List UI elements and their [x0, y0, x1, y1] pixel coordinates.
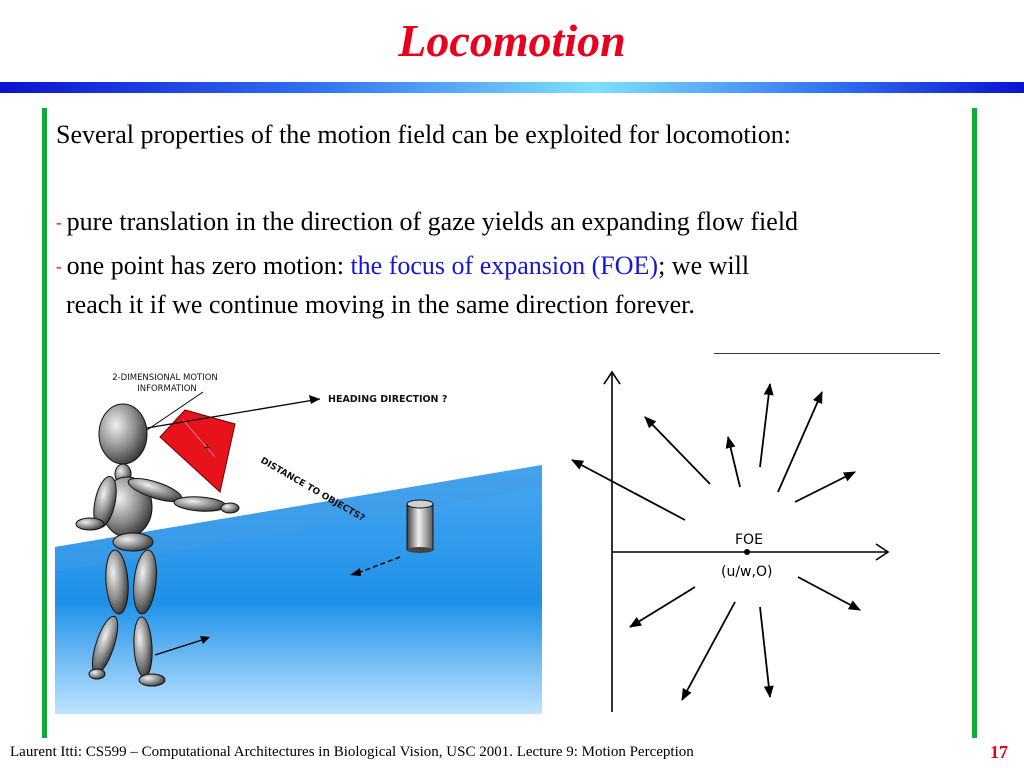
flow-arrow: [760, 384, 770, 467]
flow-arrow: [798, 577, 860, 610]
flow-field-diagram: [560, 362, 940, 722]
bullet-dash: -: [56, 257, 62, 276]
bullet-item-2: [56, 248, 956, 323]
flow-arrow: [572, 460, 685, 520]
distance-label: DISTANCE TO OBJECTS?: [258, 455, 367, 524]
slide-title: Locomotion: [398, 15, 626, 66]
bullet-text: pure translation in the direction of gaze yields an expanding flow field: [66, 207, 799, 236]
intro-text: Several properties of the motion field can be exploited for locomotion:: [56, 120, 792, 149]
flow-arrow: [682, 602, 735, 700]
locomotion-illustration: [55, 362, 545, 722]
flow-arrow: [760, 607, 770, 697]
right-green-bar: [972, 108, 977, 738]
flow-arrow: [795, 472, 855, 502]
foe-coordinate-label: (u/w,O): [721, 564, 773, 580]
bullet-item-1: [56, 204, 956, 243]
slide-footer: Laurent Itti: CS599 – Computational Architectures in Biological Vision, USC 2001. Lecture 9: Motion Perception: [10, 744, 694, 760]
flow-arrow: [630, 587, 695, 627]
bullet-continuation: reach it if we continue moving in the same direction forever.: [66, 290, 695, 319]
flow-arrow: [645, 417, 710, 484]
title-divider-bar: [0, 82, 1024, 93]
page-number: 17: [990, 742, 1008, 762]
bullet-dash: -: [56, 213, 62, 232]
flow-arrow: [728, 437, 740, 487]
motion-panel: [160, 410, 235, 492]
heading-direction-label: HEADING DIRECTION ?: [328, 394, 448, 405]
foe-point: [744, 549, 750, 555]
separator-line: [714, 353, 940, 354]
cylinder-object: [407, 504, 433, 550]
bullet-text: one point has zero motion:: [66, 251, 351, 280]
bullet-text-after: ; we will: [658, 251, 750, 280]
motion-info-label-2: INFORMATION: [137, 384, 197, 394]
svg-text:+: +: [203, 441, 211, 456]
flow-arrow: [778, 392, 822, 492]
foe-highlight: the focus of expansion (FOE): [350, 251, 659, 280]
motion-info-label: 2-DIMENSIONAL MOTION: [112, 373, 218, 383]
foe-label: FOE: [735, 532, 763, 548]
left-green-bar: [42, 108, 47, 738]
